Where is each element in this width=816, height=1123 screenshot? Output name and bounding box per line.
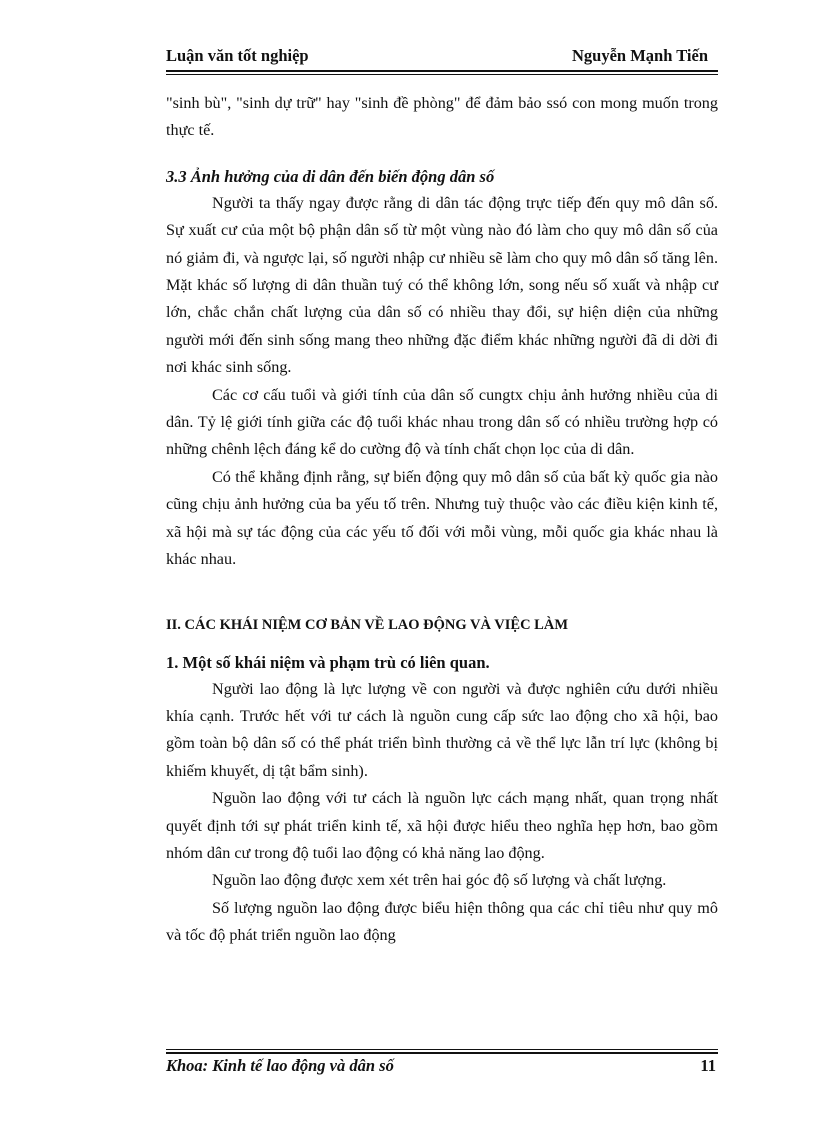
page-body (166, 90, 718, 950)
paragraph-migration-impact: Người ta thấy ngay được rằng di dân tác động trực tiếp đến quy mô dân số. Sự xuất cư của một bộ phận dân số từ một vùng nào đó làm cho quy mô dân số của nó giảm đi, và ngược lại, số người nhập cư nhiều sẽ làm cho quy mô dân số tăng lên. Mặt khác số lượng di dân thuần tuý có thể không lớn, song nếu số xuất và nhập cư lớn, chắc chắn chất lượng của dân số có nhiều thay đổi, sự hiện diện của những người mới đến sinh sống mang theo những đặc điểm khác những người đã di dời đi nơi khác sinh sống. (166, 193, 718, 377)
paragraph-labor-quantity: Số lượng nguồn lao động được biểu hiện thông qua các chỉ tiêu như quy mô và tốc độ phát triển nguồn lao động (166, 898, 718, 945)
paragraph-labor-force: Người lao động là lực lượng về con người và được nghiên cứu dưới nhiều khía cạnh. Trước hết với tư cách là nguồn cung cấp sức lao động cho xã hội, bao gồm toàn bộ dân số có thể phát triển bình thường cả về thể lực lẫn trí lực (không bị khiếm khuyết, dị tật bẩm sinh). (166, 679, 718, 780)
subsection-heading-1: 1. Một số khái niệm và phạm trù có liên quan. (166, 652, 490, 672)
section-heading-3-3: 3.3 Ảnh hưởng của di dân đến biến động dân số (166, 166, 495, 186)
page-number: 11 (700, 1056, 716, 1075)
paragraph-age-sex-structure: Các cơ cấu tuổi và giới tính của dân số cungtx chịu ảnh hưởng nhiều của di dân. Tỷ lệ giới tính giữa các độ tuổi khác nhau trong dân số có nhiều trường hợp có những chênh lệch đáng kể do cường độ và tính chất chọn lọc của di dân. (166, 385, 718, 459)
header-rule (166, 70, 718, 75)
page-header (166, 46, 718, 72)
footer-faculty-label: Khoa: Kinh tế lao động và dân số (166, 1056, 394, 1075)
paragraph-conclusion: Có thể khẳng định rằng, sự biến động quy mô dân số của bất kỳ quốc gia nào cũng chịu ảnh hưởng của ba yếu tố trên. Nhưng tuỳ thuộc vào các điều kiện kinh tế, xã hội mà sự tác động của các yếu tố đối với mỗi vùng, mỗi quốc gia khác nhau là khác nhau. (166, 467, 718, 569)
paragraph-labor-aspects: Nguồn lao động được xem xét trên hai góc độ số lượng và chất lượng. (212, 871, 667, 890)
page-footer (166, 1056, 718, 1082)
chapter-heading-ii: II. CÁC KHÁI NIỆM CƠ BẢN VỀ LAO ĐỘNG VÀ VIỆC LÀM (166, 616, 569, 633)
paragraph-labor-source: Nguồn lao động với tư cách là nguồn lực cách mạng nhất, quan trọng nhất quyết định tới sự phát triển kinh tế, xã hội được hiểu theo nghĩa hẹp hơn, bao gồm nhóm dân cư trong độ tuổi lao động có khả năng lao động. (166, 789, 718, 862)
paragraph-continued: "sinh bù", "sinh dự trữ" hay "sinh đề phòng" để đảm bảo ssó con mong muốn trong thực tế. (166, 94, 718, 140)
header-thesis-label: Luận văn tốt nghiệp (166, 46, 309, 65)
footer-rule (166, 1049, 718, 1054)
header-author-name: Nguyễn Mạnh Tiến (571, 46, 708, 65)
